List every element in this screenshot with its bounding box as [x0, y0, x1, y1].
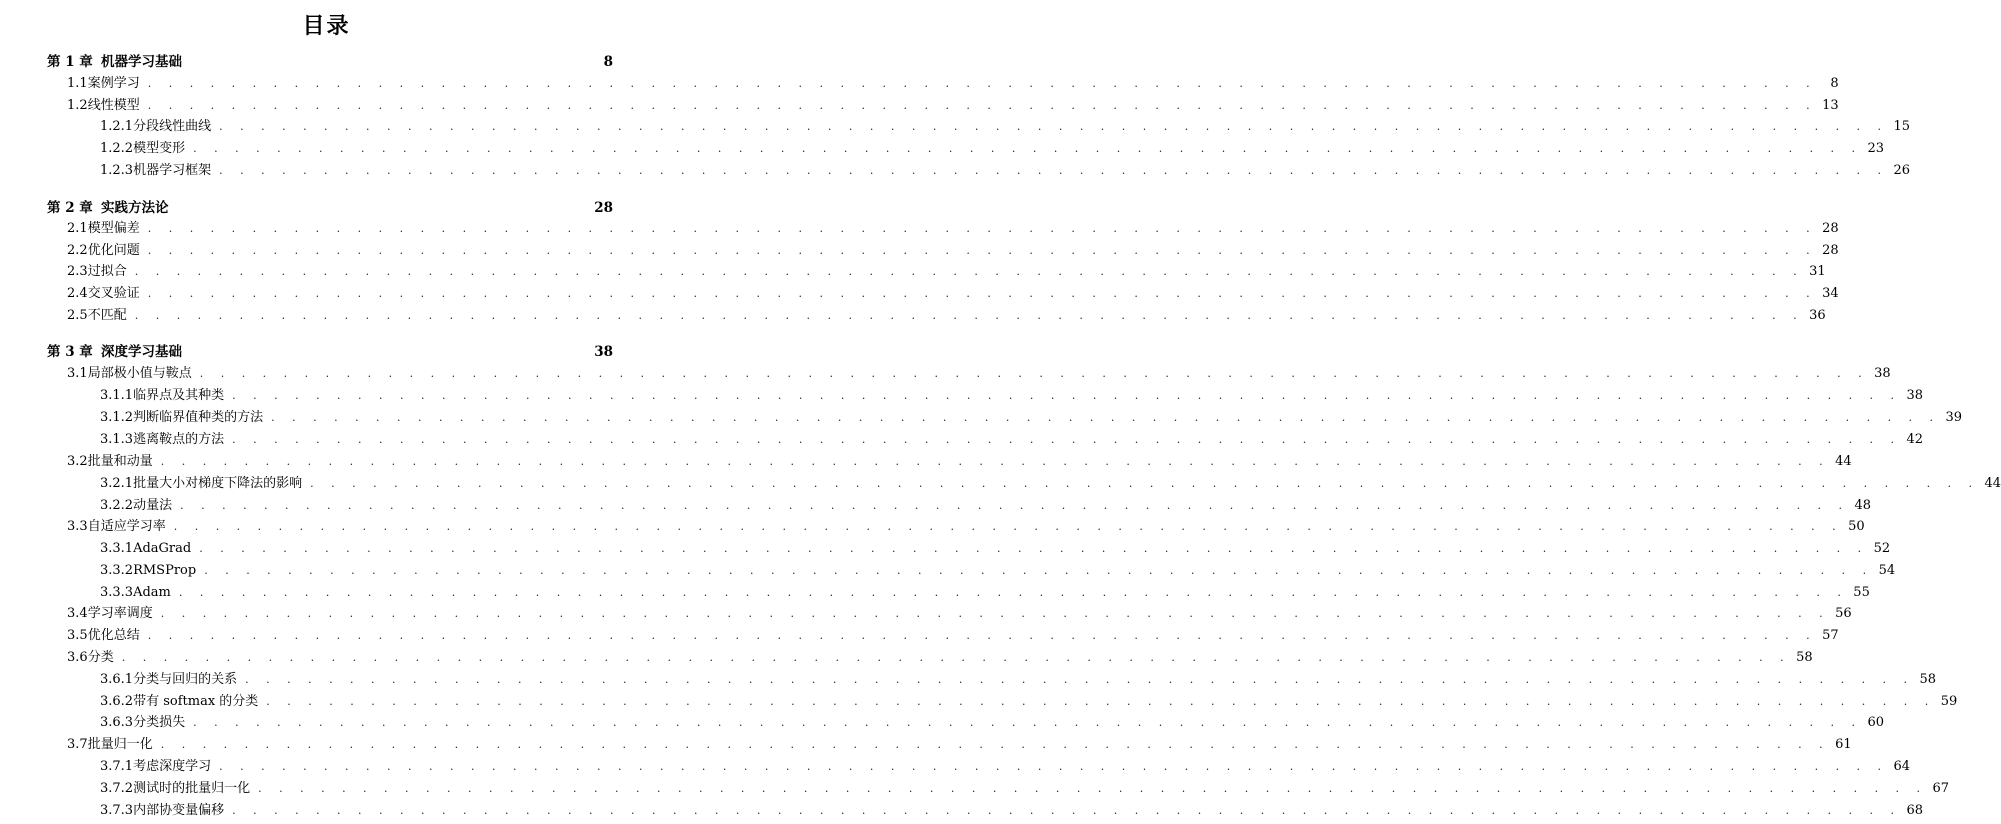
toc-entry-title: 批量大小对梯度下降法的影响: [133, 476, 303, 491]
toc-entry-section[interactable]: [67, 96, 1839, 116]
toc-entry-subsection[interactable]: [100, 692, 1958, 712]
toc-entry-number: 1.2.3: [100, 163, 134, 178]
toc-entry-chapter[interactable]: [47, 198, 613, 218]
toc-entry-title: 局部极小值与鞍点: [87, 366, 192, 381]
toc-entry-subsection[interactable]: [100, 496, 1872, 516]
toc-entry-title: 临界点及其种类: [133, 388, 225, 403]
toc-entry-number: 3.7.2: [100, 781, 134, 796]
toc-entry-number: 3.6.1: [100, 672, 134, 687]
toc-entry-page: 54: [1878, 563, 1896, 578]
toc-entry-subsection[interactable]: [100, 408, 1963, 428]
toc-dot-leader: . . . . . . . . . . . . . . . . . . . . . . . . . . . . . . . . . . . . . . . . . . . . . . . . . . . . . . . . . . . . . . . . . . . . . . . . . . . . . . . .: [219, 164, 1889, 177]
toc-entry-subsection[interactable]: [100, 561, 1896, 581]
toc-entry-page: 26: [1893, 163, 1911, 178]
toc-entry-number: 1.1: [67, 76, 88, 91]
toc-dot-leader: . . . . . . . . . . . . . . . . . . . . . . . . . . . . . . . . . . . . . . . . . . . . . . . . . . . . . . . . . . . . . . . . . . . . . . . . . . . . . . . .: [147, 99, 1817, 112]
toc-dot-leader: . . . . . . . . . . . . . . . . . . . . . . . . . . . . . . . . . . . . . . . . . . . . . . . . . . . . . . . . . . . . . . . . . . . . . . . . . . . . . . . .: [180, 499, 1850, 512]
toc-entry-page: 64: [1893, 759, 1911, 774]
toc-entry-section[interactable]: [67, 306, 1826, 326]
toc-entry-number: 3.1: [67, 366, 88, 381]
toc-entry-number: 第 3 章: [47, 344, 93, 360]
toc-entry-number: 1.2: [67, 98, 88, 113]
toc-entry-page: 60: [1867, 715, 1885, 730]
toc-entry-number: 3.7: [67, 737, 88, 752]
toc-entry-chapter[interactable]: [47, 52, 613, 72]
toc-entry-page: 28: [1822, 243, 1839, 258]
toc-entry-page: 44: [1835, 454, 1852, 469]
toc-dot-leader: . . . . . . . . . . . . . . . . . . . . . . . . . . . . . . . . . . . . . . . . . . . . . . . . . . . . . . . . . . . . . . . . . . . . . . . . . . . . . . . .: [173, 520, 1843, 533]
toc-dot-leader: . . . . . . . . . . . . . . . . . . . . . . . . . . . . . . . . . . . . . . . . . . . . . . . . . . . . . . . . . . . . . . . . . . . . . . . . . . . . . . . .: [245, 673, 1915, 686]
toc-entry-page: 58: [1796, 650, 1813, 665]
toc-dot-leader: . . . . . . . . . . . . . . . . . . . . . . . . . . . . . . . . . . . . . . . . . . . . . . . . . . . . . . . . . . . . . . . . . . . . . . . . . . . . . . . .: [232, 804, 1902, 817]
toc-entry-title: AdaGrad: [133, 541, 192, 556]
toc-entry-title: 批量和动量: [87, 454, 153, 469]
toc-entry-section[interactable]: [67, 364, 1891, 384]
toc-entry-page: 55: [1853, 585, 1870, 600]
toc-entry-number: 3.5: [67, 628, 88, 643]
toc-entry-page: 28: [1822, 221, 1839, 236]
toc-entry-page: 56: [1835, 606, 1852, 621]
toc-entry-number: 3.1.1: [100, 388, 134, 403]
toc-dot-leader: . . . . . . . . . . . . . . . . . . . . . . . . . . . . . . . . . . . . . . . . . . . . . . . . . . . . . . . . . . . . . . . . . . . . . . . . . . . . . . . .: [232, 389, 1902, 402]
toc-entry-title: 动量法: [133, 498, 173, 513]
toc-entry-subsection[interactable]: [100, 713, 1885, 733]
toc-entry-number: 3.6.2: [100, 694, 134, 709]
toc-entry-title: 自适应学习率: [87, 519, 166, 534]
toc-entry-title: 测试时的批量归一化: [133, 781, 251, 796]
toc-entry-number: 3.2: [67, 454, 88, 469]
toc-entry-number: 2.1: [67, 221, 88, 236]
toc-entry-page: 15: [1893, 119, 1911, 134]
toc-entry-page: 61: [1835, 737, 1852, 752]
toc-entry-subsection[interactable]: [100, 757, 1911, 777]
toc-entry-page: 23: [1867, 141, 1885, 156]
toc-entry-section[interactable]: [67, 262, 1826, 282]
toc-entry-subsection[interactable]: [100, 117, 1911, 137]
toc-entry-number: 第 2 章: [47, 200, 93, 216]
toc-entry-subsection[interactable]: [100, 779, 1950, 799]
toc-entry-page: 48: [1854, 498, 1872, 513]
toc-entry-section[interactable]: [67, 219, 1839, 239]
toc-entry-title: 学习率调度: [87, 606, 153, 621]
toc-entry-section[interactable]: [67, 517, 1865, 537]
toc-entry-page: 36: [1809, 308, 1826, 323]
toc-entry-number: 3.4: [67, 606, 88, 621]
toc-entry-page: 58: [1919, 672, 1937, 687]
toc-entry-title: 实践方法论: [101, 200, 169, 216]
toc-entry-title: 模型变形: [133, 141, 186, 156]
toc-entry-page: 8: [1830, 76, 1839, 91]
toc-entry-number: 3.1.3: [100, 432, 134, 447]
toc-entry-chapter[interactable]: [47, 342, 613, 362]
toc-entry-title: 机器学习基础: [101, 54, 182, 70]
toc-entry-page: 38: [1874, 366, 1891, 381]
toc-entry-title: 带有 softmax 的分类: [133, 694, 259, 709]
toc-entry-title: 模型偏差: [87, 221, 140, 236]
toc-entry-section[interactable]: [67, 735, 1852, 755]
toc-entry-section[interactable]: [67, 74, 1839, 94]
toc-dot-leader: . . . . . . . . . . . . . . . . . . . . . . . . . . . . . . . . . . . . . . . . . . . . . . . . . . . . . . . . . . . . . . . . . . . . . . . . . . . . . . . .: [134, 265, 1804, 278]
toc-entry-page: 39: [1945, 410, 1963, 425]
toc-dot-leader: . . . . . . . . . . . . . . . . . . . . . . . . . . . . . . . . . . . . . . . . . . . . . . . . . . . . . . . . . . . . . . . . . . . . . . . . . . . . . . . .: [199, 542, 1869, 555]
toc-entry-page: 8: [603, 54, 613, 70]
toc-dot-leader: . . . . . . . . . . . . . . . . . . . . . . . . . . . . . . . . . . . . . . . . . . . . . . . . . . . . . . . . . . . . . . . . . . . . . . . . . . . . . . . .: [160, 607, 1830, 620]
toc-entry-subsection[interactable]: [100, 139, 1885, 159]
page-title: 目录: [302, 13, 351, 39]
toc-entry-title: 交叉验证: [87, 286, 140, 301]
toc-entry-title: 分段线性曲线: [133, 119, 212, 134]
toc-entry-page: 38: [594, 344, 613, 360]
toc-entry-number: 3.2.1: [100, 476, 134, 491]
toc-entry-number: 2.5: [67, 308, 88, 323]
toc-entry-number: 3.7.1: [100, 759, 134, 774]
toc-dot-leader: . . . . . . . . . . . . . . . . . . . . . . . . . . . . . . . . . . . . . . . . . . . . . . . . . . . . . . . . . . . . . . . . . . . . . . . . . . . . . . . .: [266, 695, 1936, 708]
toc-entry-page: 52: [1873, 541, 1891, 556]
toc-entry-number: 3.6.3: [100, 715, 134, 730]
toc-entry-title: 深度学习基础: [101, 344, 182, 360]
toc-entry-page: 31: [1809, 264, 1826, 279]
toc-entry-number: 1.2.2: [100, 141, 134, 156]
toc-entry-section[interactable]: [67, 648, 1813, 668]
toc-entry-title: 分类与回归的关系: [133, 672, 238, 687]
toc-dot-leader: . . . . . . . . . . . . . . . . . . . . . . . . . . . . . . . . . . . . . . . . . . . . . . . . . . . . . . . . . . . . . . . . . . . . . . . . . . . . . . . .: [193, 142, 1863, 155]
toc-dot-leader: . . . . . . . . . . . . . . . . . . . . . . . . . . . . . . . . . . . . . . . . . . . . . . . . . . . . . . . . . . . . . . . . . . . . . . . . . . . . . . . .: [147, 222, 1817, 235]
toc-entry-title: 线性模型: [87, 98, 140, 113]
toc-dot-leader: . . . . . . . . . . . . . . . . . . . . . . . . . . . . . . . . . . . . . . . . . . . . . . . . . . . . . . . . . . . . . . . . . . . . . . . . . . . . . . . .: [160, 738, 1830, 751]
toc-entry-title: 分类: [87, 650, 114, 665]
toc-entry-title: 不匹配: [87, 308, 127, 323]
toc-entry-number: 3.3.1: [100, 541, 134, 556]
toc-entry-title: 机器学习框架: [133, 163, 212, 178]
toc-dot-leader: . . . . . . . . . . . . . . . . . . . . . . . . . . . . . . . . . . . . . . . . . . . . . . . . . . . . . . . . . . . . . . . . . . . . . . . . . . . . . . . .: [160, 455, 1830, 468]
toc-entry-title: 考虑深度学习: [133, 759, 212, 774]
toc-entry-subsection[interactable]: [100, 539, 1891, 559]
toc-entry-page: 57: [1822, 628, 1839, 643]
toc-entry-title: 批量归一化: [87, 737, 153, 752]
toc-entry-number: 第 1 章: [47, 54, 93, 70]
toc-entry-page: 42: [1906, 432, 1924, 447]
toc-dot-leader: . . . . . . . . . . . . . . . . . . . . . . . . . . . . . . . . . . . . . . . . . . . . . . . . . . . . . . . . . . . . . . . . . . . . . . . . . . . . . . . .: [178, 586, 1848, 599]
toc-entry-number: 3.6: [67, 650, 88, 665]
toc-entry-number: 3.3.2: [100, 563, 134, 578]
toc-entry-page: 50: [1848, 519, 1865, 534]
toc-entry-number: 3.3.3: [100, 585, 134, 600]
toc-dot-leader: . . . . . . . . . . . . . . . . . . . . . . . . . . . . . . . . . . . . . . . . . . . . . . . . . . . . . . . . . . . . . . . . . . . . . . . . . . . . . . . .: [121, 651, 1791, 664]
toc-entry-title: 分类损失: [133, 715, 186, 730]
toc-entry-section[interactable]: [67, 284, 1839, 304]
toc-entry-page: 38: [1906, 388, 1924, 403]
toc-entry-number: 3.3: [67, 519, 88, 534]
toc-dot-leader: . . . . . . . . . . . . . . . . . . . . . . . . . . . . . . . . . . . . . . . . . . . . . . . . . . . . . . . . . . . . . . . . . . . . . . . . . . . . . . . .: [147, 244, 1817, 257]
toc-entry-number: 2.3: [67, 264, 88, 279]
toc-dot-leader: . . . . . . . . . . . . . . . . . . . . . . . . . . . . . . . . . . . . . . . . . . . . . . . . . . . . . . . . . . . . . . . . . . . . . . . . . . . . . . . .: [199, 367, 1869, 380]
toc-entry-title: 逃离鞍点的方法: [133, 432, 225, 447]
toc-entry-subsection[interactable]: [100, 801, 1924, 821]
toc-entry-section[interactable]: [67, 452, 1852, 472]
toc-entry-title: 过拟合: [87, 264, 127, 279]
toc-dot-leader: . . . . . . . . . . . . . . . . . . . . . . . . . . . . . . . . . . . . . . . . . . . . . . . . . . . . . . . . . . . . . . . . . . . . . . . . . . . . . . . .: [232, 433, 1902, 446]
toc-entry-title: 优化问题: [87, 243, 140, 258]
toc-entry-title: 优化总结: [87, 628, 140, 643]
toc-entry-number: 2.4: [67, 286, 88, 301]
toc-entry-section[interactable]: [67, 626, 1839, 646]
toc-entry-number: 3.1.2: [100, 410, 134, 425]
toc-entry-number: 1.2.1: [100, 119, 134, 134]
toc-entry-section[interactable]: [67, 241, 1839, 261]
toc-entry-page: 68: [1906, 803, 1924, 818]
toc-dot-leader: . . . . . . . . . . . . . . . . . . . . . . . . . . . . . . . . . . . . . . . . . . . . . . . . . . . . . . . . . . . . . . . . . . . . . . . . . . . . . . . .: [271, 411, 1941, 424]
toc-entry-subsection[interactable]: [100, 474, 2001, 494]
toc-dot-leader: . . . . . . . . . . . . . . . . . . . . . . . . . . . . . . . . . . . . . . . . . . . . . . . . . . . . . . . . . . . . . . . . . . . . . . . . . . . . . . . .: [310, 477, 1980, 490]
toc-entry-number: 3.7.3: [100, 803, 134, 818]
toc-dot-leader: . . . . . . . . . . . . . . . . . . . . . . . . . . . . . . . . . . . . . . . . . . . . . . . . . . . . . . . . . . . . . . . . . . . . . . . . . . . . . . . .: [219, 760, 1889, 773]
toc-entry-page: 67: [1932, 781, 1950, 796]
toc-entry-subsection[interactable]: [100, 386, 1924, 406]
toc-dot-leader: . . . . . . . . . . . . . . . . . . . . . . . . . . . . . . . . . . . . . . . . . . . . . . . . . . . . . . . . . . . . . . . . . . . . . . . . . . . . . . . .: [219, 120, 1889, 133]
toc-dot-leader: . . . . . . . . . . . . . . . . . . . . . . . . . . . . . . . . . . . . . . . . . . . . . . . . . . . . . . . . . . . . . . . . . . . . . . . . . . . . . . . .: [147, 629, 1817, 642]
toc-entry-title: 案例学习: [87, 76, 140, 91]
toc-dot-leader: . . . . . . . . . . . . . . . . . . . . . . . . . . . . . . . . . . . . . . . . . . . . . . . . . . . . . . . . . . . . . . . . . . . . . . . . . . . . . . . .: [134, 309, 1804, 322]
toc-dot-leader: . . . . . . . . . . . . . . . . . . . . . . . . . . . . . . . . . . . . . . . . . . . . . . . . . . . . . . . . . . . . . . . . . . . . . . . . . . . . . . . .: [147, 77, 1817, 90]
toc-entry-title: 内部协变量偏移: [133, 803, 225, 818]
toc-entry-page: 59: [1940, 694, 1958, 709]
toc-entry-subsection[interactable]: [100, 583, 1870, 603]
toc-entry-subsection[interactable]: [100, 670, 1937, 690]
toc-dot-leader: . . . . . . . . . . . . . . . . . . . . . . . . . . . . . . . . . . . . . . . . . . . . . . . . . . . . . . . . . . . . . . . . . . . . . . . . . . . . . . . .: [193, 716, 1863, 729]
toc-entry-title: 判断临界值种类的方法: [133, 410, 264, 425]
toc-entry-subsection[interactable]: [100, 430, 1924, 450]
toc-dot-leader: . . . . . . . . . . . . . . . . . . . . . . . . . . . . . . . . . . . . . . . . . . . . . . . . . . . . . . . . . . . . . . . . . . . . . . . . . . . . . . . .: [204, 564, 1874, 577]
toc-dot-leader: . . . . . . . . . . . . . . . . . . . . . . . . . . . . . . . . . . . . . . . . . . . . . . . . . . . . . . . . . . . . . . . . . . . . . . . . . . . . . . . .: [147, 287, 1817, 300]
toc-entry-number: 2.2: [67, 243, 88, 258]
toc-entry-number: 3.2.2: [100, 498, 134, 513]
toc-entry-title: RMSProp: [133, 563, 197, 578]
toc-entry-title: Adam: [133, 585, 171, 600]
toc-entry-page: 28: [594, 200, 613, 216]
toc-entry-section[interactable]: [67, 604, 1852, 624]
toc-entry-page: 44: [1984, 476, 2001, 491]
toc-entry-page: 13: [1822, 98, 1839, 113]
toc-entry-subsection[interactable]: [100, 161, 1911, 181]
toc-entry-page: 34: [1822, 286, 1839, 301]
toc-dot-leader: . . . . . . . . . . . . . . . . . . . . . . . . . . . . . . . . . . . . . . . . . . . . . . . . . . . . . . . . . . . . . . . . . . . . . . . . . . . . . . . .: [258, 782, 1928, 795]
